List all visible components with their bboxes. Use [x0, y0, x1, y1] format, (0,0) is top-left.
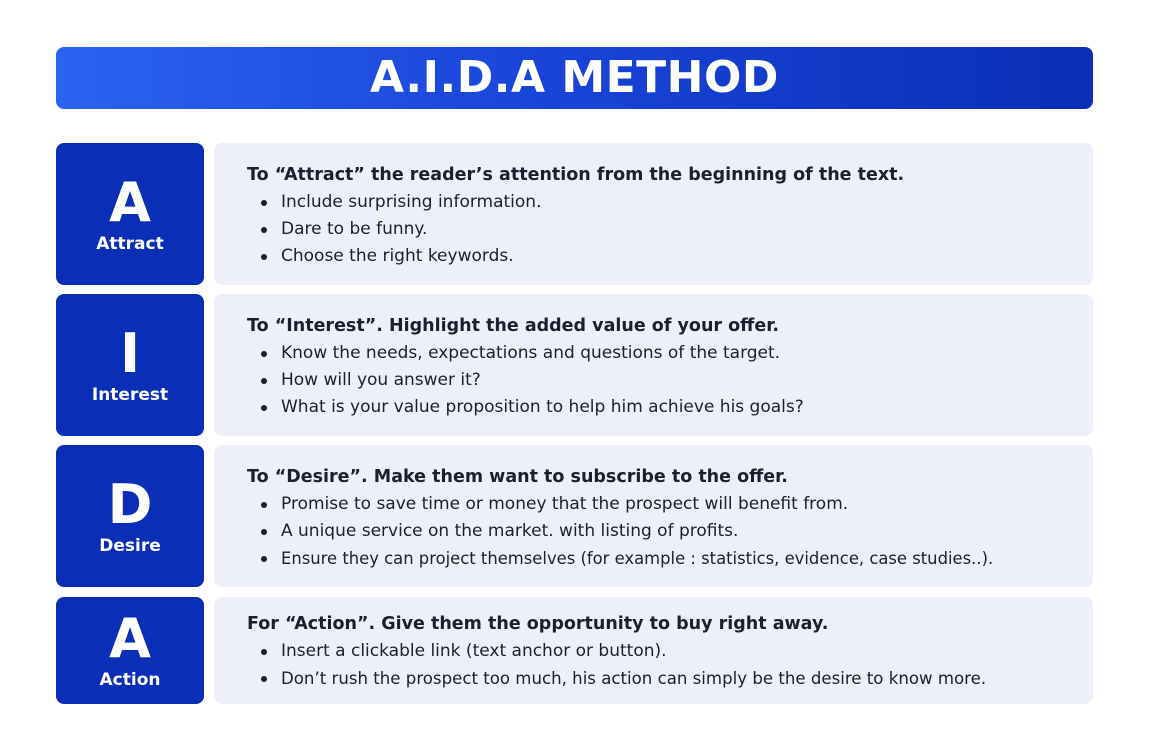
bullet-item	[258, 216, 1073, 243]
bullet-text: Dare to be funny.	[281, 219, 428, 239]
bullet-dot-icon	[261, 351, 267, 357]
bullet-item	[258, 518, 1073, 545]
card-heading: To “Attract” the reader’s attention from the beginning of the text.	[247, 165, 905, 185]
bullet-text: A unique service on the market. with listing of profits.	[281, 521, 739, 541]
card-heading: To “Desire”. Make them want to subscribe to the offer.	[247, 467, 788, 487]
card-heading: To “Interest”. Highlight the added value of your offer.	[247, 316, 779, 336]
bullet-list	[247, 491, 1073, 573]
aida-row-action	[56, 597, 1093, 704]
letter-badge-attract	[56, 143, 204, 285]
bullet-dot-icon	[261, 200, 267, 206]
bullet-item	[258, 189, 1073, 216]
badge-word: Interest	[91, 384, 169, 405]
bullet-item	[258, 491, 1073, 518]
bullet-text: Include surprising information.	[281, 192, 542, 212]
aida-row-attract	[56, 143, 1093, 285]
bullet-dot-icon	[261, 378, 267, 384]
bullet-item	[258, 638, 1073, 665]
letter-badge-interest	[56, 294, 204, 436]
title-banner	[56, 47, 1093, 109]
letter-badge-action	[56, 597, 204, 704]
bullet-item	[258, 545, 1073, 573]
bullet-dot-icon	[261, 676, 267, 682]
bullet-dot-icon	[261, 556, 267, 562]
badge-letter: A	[109, 607, 151, 670]
description-card-action	[214, 597, 1093, 704]
bullet-text: Don’t rush the prospect too much, his action can simply be the desire to know more.	[281, 669, 987, 688]
badge-word: Desire	[99, 535, 161, 556]
bullet-item	[258, 243, 1073, 270]
bullet-dot-icon	[261, 649, 267, 655]
bullet-item	[258, 394, 1073, 421]
description-card-interest	[214, 294, 1093, 436]
bullet-item	[258, 367, 1073, 394]
aida-row-desire	[56, 445, 1093, 587]
bullet-item	[258, 665, 1073, 693]
bullet-text: Choose the right keywords.	[281, 246, 514, 266]
letter-badge-desire	[56, 445, 204, 587]
bullet-dot-icon	[261, 529, 267, 535]
bullet-dot-icon	[261, 502, 267, 508]
bullet-dot-icon	[261, 254, 267, 260]
bullet-text: Ensure they can project themselves (for example : statistics, evidence, case studies..).	[281, 549, 994, 568]
badge-letter: I	[119, 321, 141, 385]
description-card-attract	[214, 143, 1093, 285]
badge-word: Action	[99, 670, 161, 690]
bullet-text: Promise to save time or money that the prospect will benefit from.	[281, 494, 849, 514]
bullet-dot-icon	[261, 227, 267, 233]
bullet-dot-icon	[261, 405, 267, 411]
aida-row-interest	[56, 294, 1093, 436]
bullet-list	[247, 189, 1073, 270]
badge-letter: A	[109, 170, 151, 234]
bullet-text: Insert a clickable link (text anchor or button).	[281, 641, 667, 661]
bullet-list	[247, 340, 1073, 421]
bullet-text: How will you answer it?	[281, 370, 481, 390]
bullet-text: What is your value proposition to help him achieve his goals?	[281, 397, 804, 417]
bullet-list	[247, 638, 1073, 693]
bullet-text: Know the needs, expectations and questions of the target.	[281, 343, 781, 363]
badge-word: Attract	[96, 233, 164, 254]
description-card-desire	[214, 445, 1093, 587]
page-title: A.I.D.A METHOD	[370, 52, 779, 103]
badge-letter: D	[107, 472, 153, 536]
bullet-item	[258, 340, 1073, 367]
card-heading: For “Action”. Give them the opportunity to buy right away.	[247, 614, 829, 634]
